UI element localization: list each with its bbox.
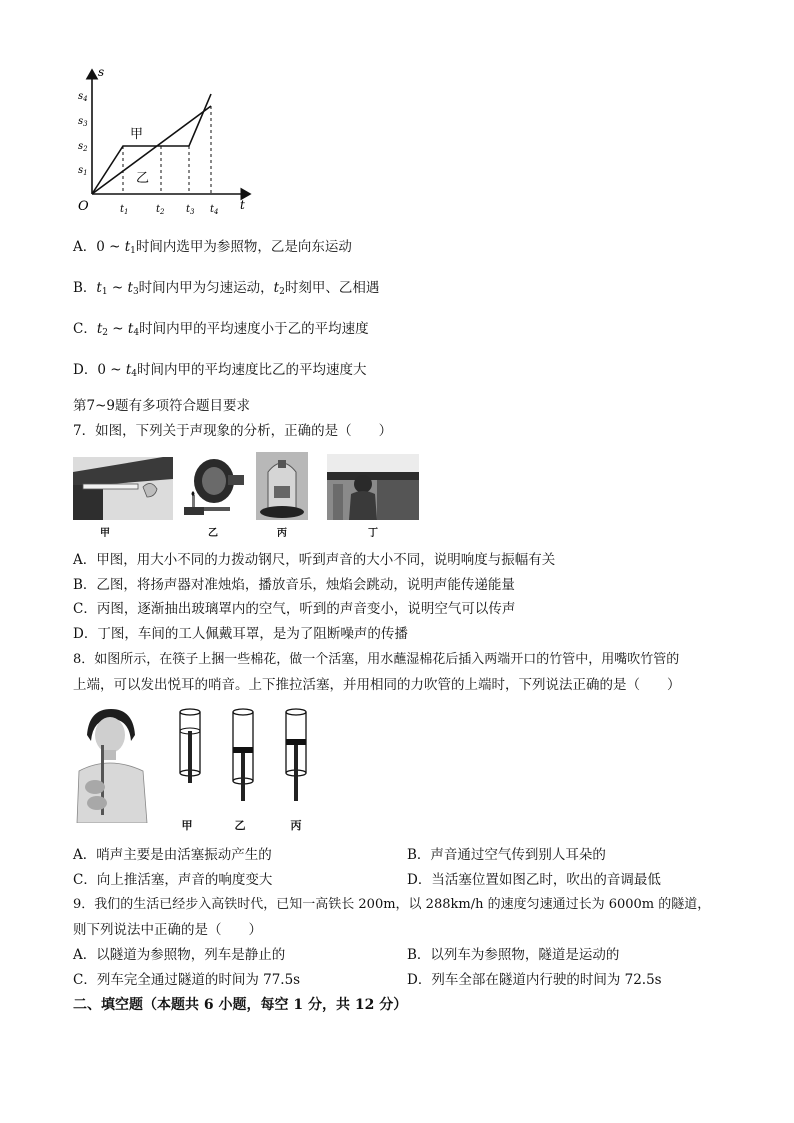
q9-option-b: B．以列车为参照物，隧道是运动的 (407, 947, 620, 963)
s-t-graph (70, 62, 260, 222)
section-2-heading: 二、填空题（本题共 6 小题，每空 1 分，共 12 分） (73, 997, 408, 1013)
q7-image-ding (327, 454, 419, 520)
q7-caption-ding: 丁 (368, 528, 378, 539)
y-tick-s4: $s_4$ (78, 91, 88, 103)
x-axis-label: t (240, 198, 245, 212)
x-tick-t4: $t_4$ (210, 204, 219, 216)
q8-option-b: B．声音通过空气传到别人耳朵的 (407, 847, 606, 863)
q7-option-b: B．乙图，将扬声器对准烛焰，播放音乐，烛焰会跳动，说明声能传递能量 (73, 577, 515, 593)
q8-option-d: D．当活塞位置如图乙时，吹出的音调最低 (407, 872, 661, 888)
q8-option-a: A．哨声主要是由活塞振动产生的 (73, 847, 272, 863)
y-tick-s3: $s_3$ (78, 116, 88, 128)
q7-image-jia (73, 457, 173, 520)
label-jia: 甲 (130, 127, 144, 142)
q6-option-b: B．$t_1$ ~ $t_3$时间内甲为匀速运动，$t_2$时刻甲、乙相遇 (73, 280, 380, 297)
tube-yi (233, 709, 253, 801)
q6-option-c: C．$t_2$ ~ $t_4$时间内甲的平均速度小于乙的平均速度 (73, 321, 369, 338)
y-tick-s2: $s_2$ (78, 141, 88, 153)
q8-image-girl (73, 705, 149, 823)
q9-stem-line2: 则下列说法中正确的是（ ） (73, 922, 262, 938)
q6-option-a: A．0 ~ $t_1$时间内选甲为参照物，乙是向东运动 (73, 239, 352, 256)
q6-option-d: D．0 ~ $t_4$时间内甲的平均速度比乙的平均速度大 (73, 362, 367, 379)
x-tick-t3: $t_3$ (186, 204, 195, 216)
q7-caption-jia: 甲 (100, 528, 110, 539)
q7-caption-yi: 乙 (208, 528, 218, 539)
q9-stem-line1: 9．我们的生活已经步入高铁时代，已知一高铁长 200m，以 288km/h 的速度匀速通过长为 6000m 的隧道， (73, 897, 711, 912)
tube-jia (180, 709, 200, 783)
q7-stem: 7．如图，下列关于声现象的分析，正确的是（ ） (73, 423, 393, 439)
q8-caption-bing: 丙 (290, 819, 302, 832)
y-axis-label: s (98, 65, 105, 79)
tube-bing (286, 709, 306, 801)
q9-option-a: A．以隧道为参照物，列车是静止的 (73, 947, 286, 963)
q8-option-c: C．向上推活塞，声音的响度变大 (73, 872, 273, 888)
label-yi: 乙 (136, 171, 150, 186)
q7-option-c: C．丙图，逐渐抽出玻璃罩内的空气，听到的声音变小，说明空气可以传声 (73, 601, 516, 617)
x-tick-t1: $t_1$ (120, 204, 129, 216)
line-jia (92, 94, 211, 194)
q7-image-bing (256, 452, 308, 520)
q7-caption-bing: 丙 (277, 528, 287, 539)
q7-option-d: D．丁图，车间的工人佩戴耳罩，是为了阻断噪声的传播 (73, 626, 408, 642)
y-tick-s1: $s_1$ (78, 165, 88, 177)
q8-caption-yi: 乙 (234, 819, 246, 832)
q9-option-d: D．列车全部在隧道内行驶的时间为 72.5s (407, 972, 662, 988)
q8-stem-line2: 上端，可以发出悦耳的哨音。上下推拉活塞，并用相同的力吹管的上端时，下列说法正确的是（ ） (73, 677, 681, 693)
line-yi (92, 106, 211, 194)
q8-caption-jia: 甲 (181, 819, 193, 832)
origin-label: O (78, 199, 89, 214)
q8-tubes-figure (170, 705, 320, 825)
q7-image-yi (180, 457, 246, 520)
x-tick-t2: $t_2$ (156, 204, 165, 216)
section-note: 第7~9题有多项符合题目要求 (73, 398, 250, 414)
q8-stem-line1: 8．如图所示，在筷子上捆一些棉花，做一个活塞，用水蘸湿棉花后插入两端开口的竹管中，用嘴吹竹管的 (73, 652, 680, 667)
q9-option-c: C．列车完全通过隧道的时间为 77.5s (73, 972, 301, 988)
q7-option-a: A．甲图，用大小不同的力拨动钢尺，听到声音的大小不同，说明响度与振幅有关 (73, 552, 556, 568)
